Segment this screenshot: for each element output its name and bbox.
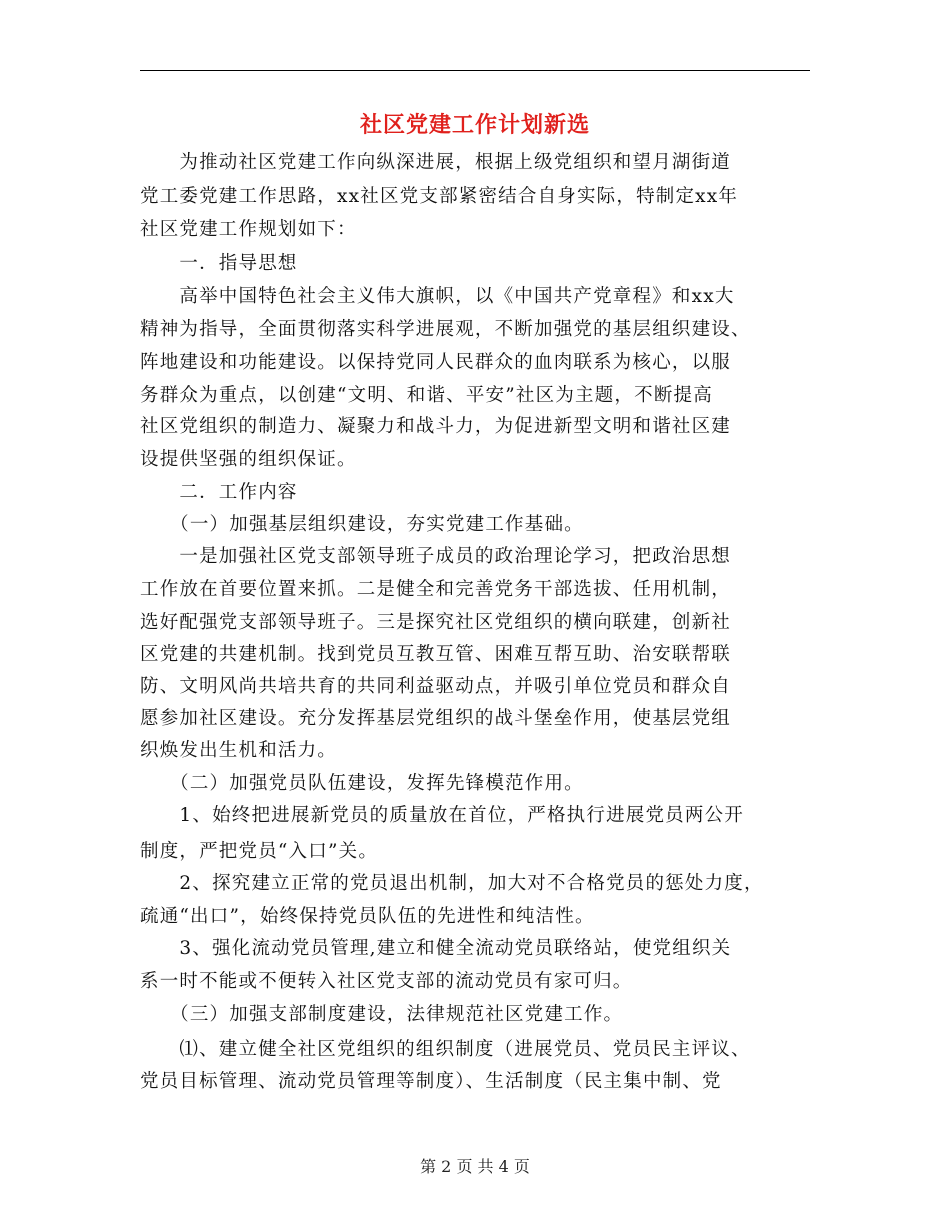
body-text-line: 一是加强社区党支部领导班子成员的政治理论学习，把政治思想 bbox=[140, 546, 732, 567]
body-text-line: （一）加强基层组织建设，夯实党建工作基础。 bbox=[140, 514, 584, 535]
body-text-line: （三）加强支部制度建设，法律规范社区党建工作。 bbox=[140, 1004, 624, 1025]
body-text-line: 系一时不能或不便转入社区党支部的流动党员有家可归。 bbox=[140, 971, 633, 992]
body-text-line: （二）加强党员队伍建设，发挥先锋模范作用。 bbox=[140, 773, 584, 794]
body-text-line: 1、始终把进展新党员的质量放在首位，严格执行进展党员两公开 bbox=[140, 805, 744, 826]
body-text-line: 2、探究建立正常的党员退出机制，加大对不合格党员的惩处力度， bbox=[140, 873, 764, 894]
body-text-line: 制度，严把党员“入口”关。 bbox=[140, 841, 379, 862]
body-text-line: 工作放在首要位置来抓。二是健全和完善党务干部选拔、任用机制， bbox=[140, 579, 732, 600]
header-rule bbox=[140, 70, 810, 71]
body-text-line: 务群众为重点，以创建“文明、和谐、平安”社区为主题，不断提高 bbox=[140, 385, 713, 406]
body-text-line: 社区党建工作规划如下： bbox=[140, 219, 357, 240]
page-footer: 第 2 页 共 4 页 bbox=[420, 1157, 530, 1176]
body-text-line: 为推动社区党建工作向纵深进展，根据上级党组织和望月湖街道 bbox=[140, 152, 732, 173]
body-text-line: 3、强化流动党员管理,建立和健全流动党员联络站，使党组织关 bbox=[140, 938, 732, 959]
document-title: 社区党建工作计划新选 bbox=[359, 112, 590, 138]
body-text-line: 二．工作内容 bbox=[140, 482, 298, 503]
body-text-line: 织焕发出生机和活力。 bbox=[140, 740, 338, 761]
body-text-line: 区党建的共建机制。找到党员互教互管、困难互帮互助、治安联帮联 bbox=[140, 644, 732, 665]
body-text-line: 党工委党建工作思路，xx社区党支部紧密结合自身实际，特制定xx年 bbox=[140, 186, 739, 207]
body-text-line: 设提供坚强的组织保证。 bbox=[140, 449, 357, 470]
body-text-line: 社区党组织的制造力、凝聚力和战斗力，为促进新型文明和谐社区建 bbox=[140, 416, 732, 437]
body-text-line: 高举中国特色社会主义伟大旗帜，以《中国共产党章程》和xx大 bbox=[140, 286, 735, 307]
body-text-line: 阵地建设和功能建设。以保持党同人民群众的血肉联系为核心，以服 bbox=[140, 352, 732, 373]
body-text-line: 愿参加社区建设。充分发挥基层党组织的战斗堡垒作用，使基层党组 bbox=[140, 708, 732, 729]
body-text-line: 一．指导思想 bbox=[140, 253, 298, 274]
body-text-line: ⑴、建立健全社区党组织的组织制度（进展党员、党员民主评议、 bbox=[140, 1039, 751, 1060]
body-text-line: 防、文明风尚共培共育的共同利益驱动点，并吸引单位党员和群众自 bbox=[140, 676, 732, 697]
body-text-line: 精神为指导，全面贯彻落实科学进展观，不断加强党的基层组织建设、 bbox=[140, 319, 751, 340]
body-text-line: 疏通“出口”，始终保持党员队伍的先进性和纯洁性。 bbox=[140, 906, 595, 927]
body-text-line: 选好配强党支部领导班子。三是探究社区党组织的横向联建，创新社 bbox=[140, 612, 732, 633]
body-text-line: 党员目标管理、流动党员管理等制度）、生活制度（民主集中制、党 bbox=[140, 1071, 722, 1092]
